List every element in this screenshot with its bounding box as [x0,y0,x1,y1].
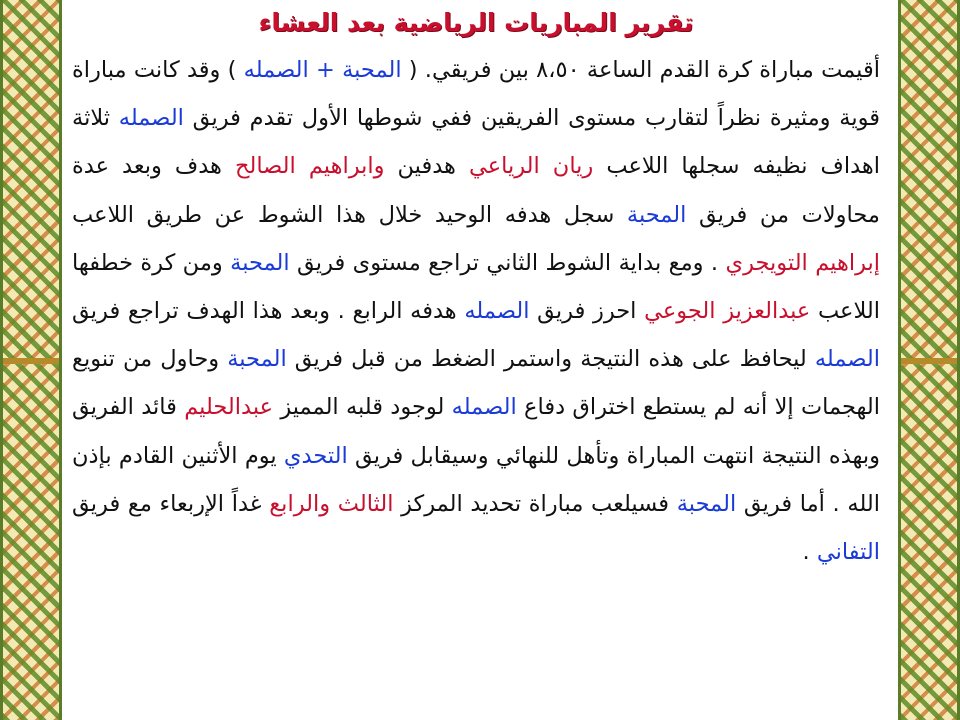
paragraph-text: ومن كرة خطفها اللاعب [72,249,881,325]
team-name: الصمله [451,394,517,421]
team-name: الصمله [814,346,880,373]
team-name: المحبة + الصمله [243,57,402,83]
team-name: المحبة [626,201,687,228]
paragraph-text: ثلاثة اهداف نظيفه سجلها اللاعب [72,105,881,180]
border-divider [901,358,957,364]
paragraph-text: هدفه الرابع . وبعد هذا الهدف تراجع فريق [72,298,465,325]
player-name: وابراهيم الصالح [234,153,385,180]
team-name: التحدي [283,442,348,469]
team-name: الصمله [118,105,184,132]
paragraph-text: هدفين [384,153,469,180]
report-content [72,4,880,716]
paragraph-text: احرز فريق [529,298,645,325]
player-name: إبراهيم التويجري [725,249,881,276]
paragraph-text: . ومع بداية الشوط الثاني تراجع مستوى فريق [289,249,726,276]
player-name: ريان الرياعي [468,153,594,180]
paragraph-text: ليحافظ على هذه النتيجة واستمر الضغط من قبل فريق [286,346,815,373]
team-name: التفاني [816,539,880,566]
paragraph-text: هدف وبعد عدة محاولات من فريق [72,153,880,228]
paragraph-text: لوجود قلبه المميز [273,394,452,421]
rank-label: الثالث والرابع [269,490,394,517]
paragraph-text: غداً الإربعاء مع فريق [72,490,270,517]
report-title: تقرير المباريات الرياضية بعد العشاء [258,8,694,37]
player-name: عبدالعزيز الجوعي [644,298,811,325]
paragraph-text: فسيلعب مباراة تحديد المركز [393,490,677,517]
team-name: المحبة [227,346,287,373]
team-name: الصمله [464,298,530,325]
paragraph-text: ) وقد كانت مباراة قوية ومثيرة نظراً لتقارب مستوى الفريقين ففي شوطها الأول تقدم فريق [72,57,880,132]
border-divider [3,358,59,364]
team-name: المحبة [230,249,290,276]
paragraph-text: يوم الأثنين القادم بإذن الله . أما فريق [72,442,880,517]
player-name: عبدالحليم [184,394,274,421]
report-paragraph [72,46,880,576]
paragraph-text: أقيمت مباراة كرة القدم الساعة ٨،٥٠ بين فريقي. ( [401,57,880,83]
paragraph-text: قائد الفريق وبهذه النتيجة انتهت المباراة وتأهل للنهائي وسيقابل فريق [72,394,881,469]
paragraph-text: . [802,539,817,566]
decorative-border-right [898,0,960,720]
decorative-border-left [0,0,62,720]
paragraph-text: وحاول من تنويع الهجمات إلا أنه لم يستطع اختراق دفاع [72,346,880,421]
team-name: المحبة [676,490,737,517]
paragraph-text: سجل هدفه الوحيد خلال هذا الشوط عن طريق اللاعب [72,201,627,228]
